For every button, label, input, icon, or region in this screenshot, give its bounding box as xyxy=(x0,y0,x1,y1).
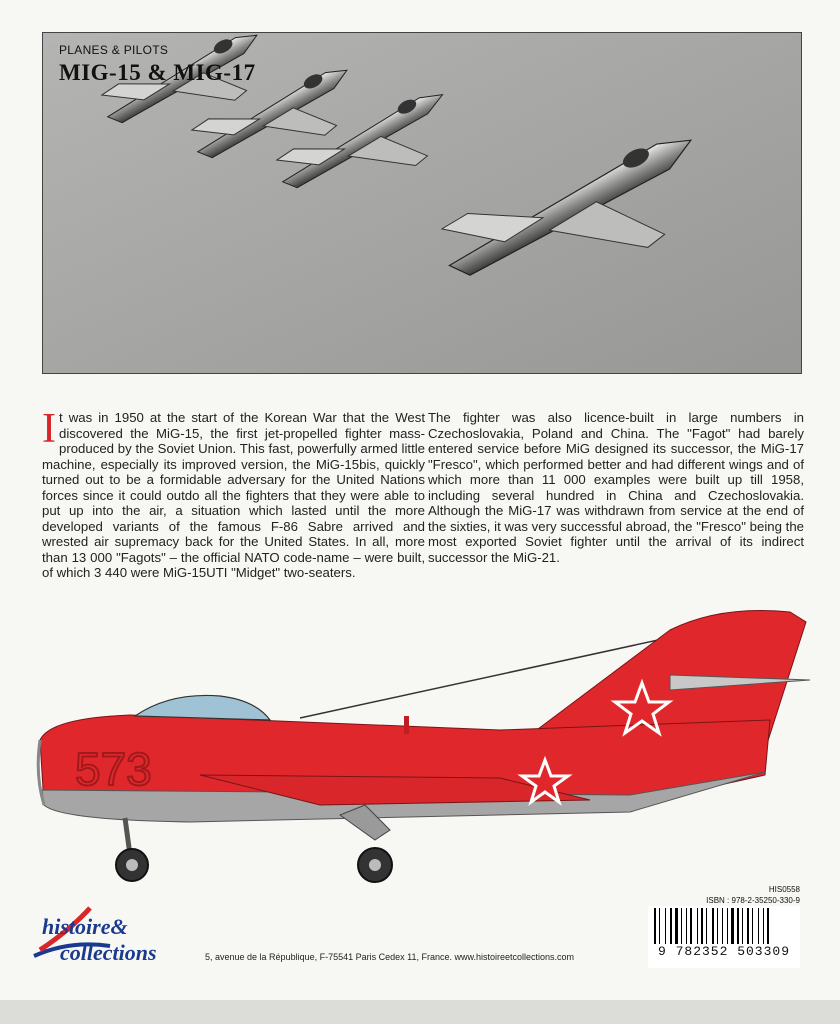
barcode-bar xyxy=(717,908,718,944)
reference-code: HIS0558 xyxy=(768,885,800,894)
publisher-address: 5, avenue de la République, F-75541 Paris Cedex 11, France. www.histoireetcollections.com xyxy=(205,952,575,962)
barcode-digits: 9 782352 503309 xyxy=(648,944,800,959)
barcode-bar xyxy=(706,908,707,944)
barcode-bar xyxy=(727,908,728,944)
barcode-bar xyxy=(697,908,698,944)
isbn: ISBN : 978-2-35250-330-9 xyxy=(706,896,800,905)
barcode-bar xyxy=(665,908,666,944)
paragraph-right: The fighter was also licence-built in large numbers in Czechoslovakia, Poland and China. The "Fagot" had barely entered service before MiG designed its successor, the MiG-17 "Fresco", which performed better and had different wings and of which more than 11 000 examples were built up till 1958, including several hundred in China and Czechoslovakia. Although the MiG-17 was withdrawn from service at the end of the sixties, it was very successful abroad, the "Fresco" being the most exported Soviet fighter until the arrival of its indirect successor the MiG-21. xyxy=(428,410,804,565)
drop-cap: I xyxy=(42,406,56,452)
barcode-bar xyxy=(670,908,672,944)
logo-line-1: histoire& xyxy=(42,914,128,939)
barcode-bar xyxy=(654,908,656,944)
barcode-bar xyxy=(747,908,749,944)
canopy xyxy=(135,695,270,720)
dorsal-antenna xyxy=(404,716,409,734)
formation-photo xyxy=(42,32,802,374)
barcode-bar xyxy=(742,908,743,944)
barcode-bar xyxy=(752,908,753,944)
paragraph-left: t was in 1950 at the start of the Korean War that the West discovered the MiG-15, the first jet-propelled fighter mass-produced by the Soviet Union. This fast, powerfully armed little machine, especially its improved version, the MiG-15bis, quickly turned out to be a formidable adversary for the United Nations forces since it could outdo all the fighters that they were able to put up into the air, a situation which lasted until the more developed variants of the famous F-86 Sabre arrived and wrested air supremacy back for the United States. In all, more than 13 000 "Fagots" – the official NATO code-name – were built, of which 3 440 were MiG-15UTI "Midget" two-seaters. xyxy=(42,410,425,580)
nose-wheel-hub xyxy=(126,859,138,871)
mig-17-profile-illustration xyxy=(30,600,820,900)
barcode-bar xyxy=(686,908,687,944)
barcode-bar xyxy=(763,908,764,944)
barcode-bar xyxy=(722,908,723,944)
barcode-bar xyxy=(758,908,759,944)
text-column-left xyxy=(42,406,425,581)
barcode-bar xyxy=(681,908,682,944)
barcode-bar xyxy=(659,908,660,944)
barcode-bar xyxy=(675,908,678,944)
book-title: MIG-15 & MIG-17 xyxy=(59,60,256,85)
barcode-bar xyxy=(690,908,692,944)
barcode-bar xyxy=(731,908,734,944)
main-wheel-hub xyxy=(369,859,381,871)
bottom-edge xyxy=(0,1000,840,1024)
logo-line-2: collections xyxy=(60,940,157,965)
series-name: PLANES & PILOTS xyxy=(59,43,169,57)
barcode-bar xyxy=(767,908,769,944)
publisher-logo-icon xyxy=(30,900,200,972)
barcode-bar xyxy=(737,908,739,944)
text-column-right xyxy=(428,410,804,565)
tail-number: 573 xyxy=(75,743,152,795)
barcode-bar xyxy=(701,908,703,944)
barcode-bar xyxy=(712,908,714,944)
barcode-bars xyxy=(648,906,800,946)
